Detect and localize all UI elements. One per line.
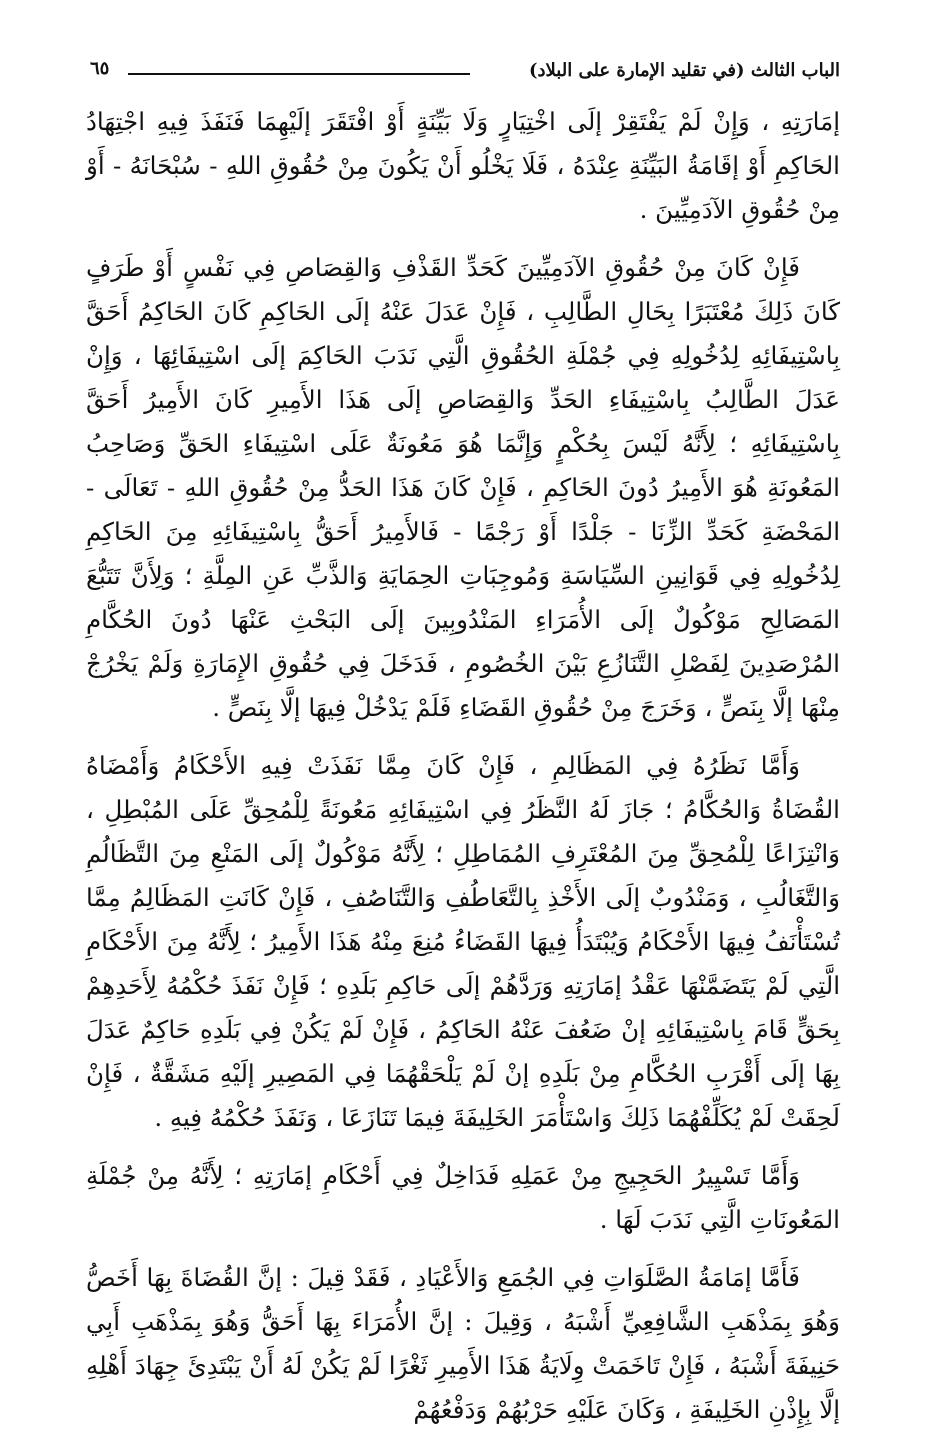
running-header <box>90 56 840 96</box>
paragraph-3: وَأَمَّا نَظَرُهُ فِي المَظَالِمِ ، فَإِنْ كَانَ مِمَّا نَفَذَتْ فِيهِ الأَحْكَامُ وَأَمْضَاهُ القُضَاةُ وَالحُكَّامُ ؛ جَازَ لَهُ النَّظَرُ فِي اسْتِيفَائِهِ مَعُونَةً لِلْمُحِقِّ عَلَى المُبْطِلِ ، وَانْتِزَاعًا لِلْمُحِقِّ مِنَ المُعْتَرِفِ المُمَاطِلِ ؛ لِأَنَّهُ مَوْكُولٌ إلَى المَنْعِ مِنَ التَّظَالُمِ وَالتَّغَالُبِ ، وَمَنْدُوبٌ إلَى الأَخْذِ بِالتَّعَاطُفِ وَالتَّنَاصُفِ ، فَإِنْ كَانَتِ المَظَالِمُ مِمَّا تُسْتَأْنَفُ فِيهَا الأَحْكَامُ وَيُبْتَدَأُ فِيهَا القَضَاءُ مُنِعَ مِنْهُ هَذَا الأَمِيرُ ؛ لِأَنَّهُ مِنَ الأَحْكَامِ الَّتِي لَمْ يَتَضَمَّنْهَا عَقْدُ إمَارَتِهِ وَرَدَّهُمْ إلَى حَاكِمِ بَلَدِهِ ؛ فَإِنْ نَفَذَ حُكْمُهُ لِأَحَدِهِمْ بِحَقٍّ قَامَ بِاسْتِيفَائِهِ إنْ ضَعُفَ عَنْهُ الحَاكِمُ ، فَإِنْ لَمْ يَكُنْ فِي بَلَدِهِ حَاكِمٌ عَدَلَ بِهَا إلَى أَقْرَبِ الحُكَّامِ مِنْ بَلَدِهِ إنْ لَمْ يَلْحَقْهُمَا فِي المَصِيرِ إلَيْهِ مَشَقَّةٌ ، فَإِنْ لَحِقَتْ لَمْ يُكَلِّفْهُمَا ذَلِكَ وَاسْتَأْمَرَ الخَلِيفَةَ فِيمَا تَنَازَعَا ، وَنَفَذَ حُكْمُهُ فِيهِ . <box>86 751 841 1132</box>
paragraph-5: فَأَمَّا إمَامَةُ الصَّلَوَاتِ فِي الجُمَعِ وَالأَعْيَادِ ، فَقَدْ قِيلَ : إنَّ القُضَاةَ بِهَا أَخَصُّ وَهُوَ بِمَذْهَبِ الشَّافِعِيِّ أَشْبَهُ ، وَقِيلَ : إنَّ الأُمَرَاءَ بِهَا أَحَقُّ وَهُوَ بِمَذْهَبِ أَبِي حَنِيفَةَ أَشْبَهُ ، فَإِنْ تَاخَمَتْ وِلَايَةُ هَذَا الأَمِيرِ ثَغْرًا لَمْ يَكُنْ لَهُ أَنْ يَبْتَدِئَ جِهَادَ أَهْلِهِ إلَّا بِإِذْنِ الخَلِيفَةِ ، وَكَانَ عَلَيْهِ حَرْبُهُمْ وَدَفْعُهُمْ <box>86 1263 840 1424</box>
paragraph-2: فَإِنْ كَانَ مِنْ حُقُوقِ الآدَمِيِّينَ كَحَدِّ القَذْفِ وَالقِصَاصِ فِي نَفْسٍ أَوْ طَرَفٍ كَانَ ذَلِكَ مُعْتَبَرًا بِحَالِ الطَّالِبِ ، فَإِنْ عَدَلَ عَنْهُ إلَى الحَاكِمِ كَانَ الحَاكِمُ أَحَقَّ بِاسْتِيفَائِهِ لِدُخُولِهِ فِي جُمْلَةِ الحُقُوقِ الَّتِي نَدَبَ الحَاكِمَ إلَى اسْتِيفَائِهَا ، وَإِنْ عَدَلَ الطَّالِبُ بِاسْتِيفَاءِ الحَدِّ وَالقِصَاصِ إلَى هَذَا الأَمِيرِ كَانَ الأَمِيرُ أَحَقَّ بِاسْتِيفَائِهِ ؛ لِأَنَّهُ لَيْسَ بِحُكْمٍ وَإِنَّمَا هُوَ مَعُونَةٌ عَلَى اسْتِيفَاءِ الحَقِّ وَصَاحِبُ المَعُونَةِ هُوَ الأَمِيرُ دُونَ الحَاكِمِ ، فَإِنْ كَانَ هَذَا الحَدُّ مِنْ حُقُوقِ اللهِ - تَعَالَى - المَحْضَةِ كَحَدِّ الزِّنَا - جَلْدًا أَوْ رَجْمًا - فَالأَمِيرُ أَحَقُّ بِاسْتِيفَائِهِ مِنَ الحَاكِمِ لِدُخُولِهِ فِي قَوَانِينِ السِّيَاسَةِ وَمُوجِبَاتِ الحِمَايَةِ وَالذَّبِّ عَنِ المِلَّةِ ؛ وَلِأَنَّ تَتَبُّعَ المَصَالِحِ مَوْكُولٌ إلَى الأُمَرَاءِ المَنْدُوبِينَ إلَى البَحْثِ عَنْهَا دُونَ الحُكَّامِ المُرْصَدِينَ لِفَصْلِ التَّنَازُعِ بَيْنَ الخُصُومِ ، فَدَخَلَ فِي حُقُوقِ الإِمَارَةِ وَلَمْ يَخْرُجْ مِنْهَا إلَّا بِنَصٍّ ، وَخَرَجَ مِنْ حُقُوقِ القَضَاءِ فَلَمْ يَدْخُلْ فِيهَا إلَّا بِنَصٍّ . <box>86 253 840 722</box>
page-body <box>86 100 840 1446</box>
paragraph-1: إمَارَتِهِ ، وَإِنْ لَمْ يَفْتَقِرْ إلَى اخْتِيَارٍ وَلَا بَيِّنَةٍ أَوْ افْتَقَرَ إلَيْهِمَا فَنَفَذَ فِيهِ اجْتِهَادُ الحَاكِمِ أَوْ إقَامَةُ البَيِّنَةِ عِنْدَهُ ، فَلَا يَخْلُو أَنْ يَكُونَ مِنْ حُقُوقِ اللهِ - سُبْحَانَهُ - أَوْ مِنْ حُقُوقِ الآدَمِيِّينَ . <box>86 107 840 224</box>
chapter-title: الباب الثالث (في تقليد الإمارة على البلاد) <box>529 60 840 81</box>
paragraph-4: وَأَمَّا تَسْيِيرُ الحَجِيجِ مِنْ عَمَلِهِ فَدَاخِلٌ فِي أَحْكَامِ إمَارَتِهِ ؛ لِأَنَّهُ مِنْ جُمْلَةِ المَعُونَاتِ الَّتِي نَدَبَ لَهَا . <box>86 1161 840 1234</box>
page-number: ٦٥ <box>90 58 110 79</box>
header-rule <box>128 73 470 75</box>
